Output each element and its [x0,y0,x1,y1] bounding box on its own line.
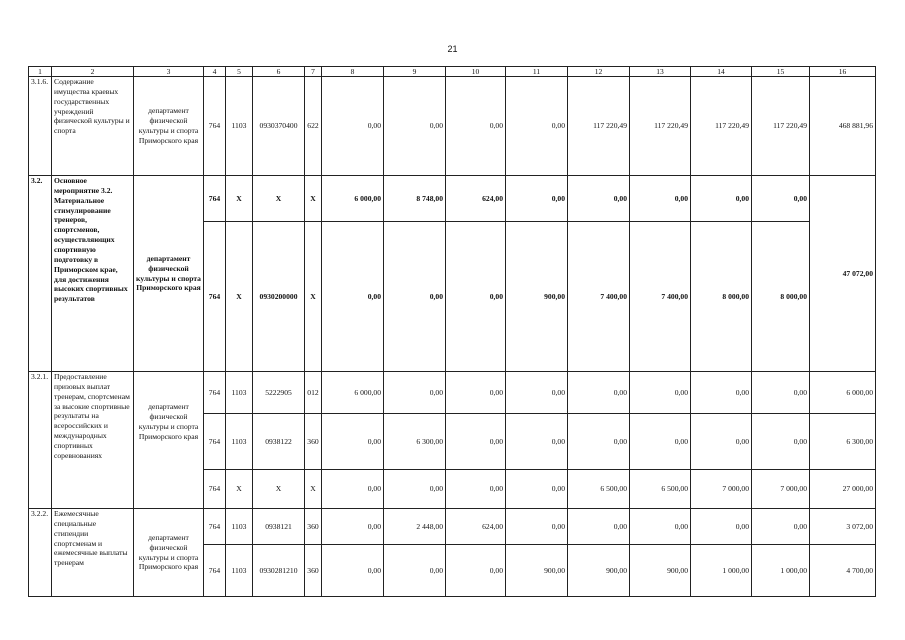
cell: 0,00 [384,372,446,414]
col-header: 4 [204,67,226,77]
cell: 0,00 [752,372,810,414]
col-header: 12 [568,67,630,77]
cell: 0930370400 [253,77,305,176]
cell: 0,00 [322,509,384,545]
row-name: Содержание имущества краевых государственных учреждений физической культуры и спорта [52,77,134,176]
cell: 0,00 [568,509,630,545]
col-header: 16 [810,67,876,77]
cell: X [226,222,253,372]
row-name: Ежемесячные специальные стипендии спортсменам и ежемесячные выплаты тренерам [52,509,134,597]
cell: 0,00 [384,77,446,176]
col-header: 2 [52,67,134,77]
cell: 900,00 [506,222,568,372]
cell: 6 000,00 [810,372,876,414]
cell: 0,00 [752,176,810,222]
row-name: Основное мероприятие 3.2. Материальное стимулирование тренеров, спортсменов, осуществляющих спортивную подготовку в Приморском крае, для достижения высоких спортивных результатов [52,176,134,372]
cell: 1 000,00 [752,545,810,597]
cell: 7 000,00 [752,470,810,509]
cell: 0,00 [506,414,568,470]
cell: 0,00 [691,414,752,470]
cell: 117 220,49 [691,77,752,176]
budget-table [28,66,876,597]
cell: 0,00 [506,470,568,509]
cell: 0,00 [752,414,810,470]
cell: 1103 [226,77,253,176]
cell: 360 [305,414,322,470]
cell: X [226,470,253,509]
cell: 0938121 [253,509,305,545]
cell: 0,00 [506,176,568,222]
cell: 0,00 [630,372,691,414]
cell: 360 [305,509,322,545]
cell: 0,00 [752,509,810,545]
col-header: 3 [134,67,204,77]
cell: 0,00 [322,414,384,470]
cell: 900,00 [630,545,691,597]
cell: 6 300,00 [810,414,876,470]
col-header: 8 [322,67,384,77]
cell: 360 [305,545,322,597]
table-row [29,372,876,414]
page-number: 21 [447,44,458,54]
cell: X [253,176,305,222]
row-department: департамент физической культуры и спорта Приморского края [134,372,204,509]
cell: 0,00 [691,509,752,545]
row-number: 3.1.6. [29,77,52,176]
row-department: департамент физической культуры и спорта Приморского края [134,509,204,597]
cell: 0,00 [568,176,630,222]
row-number: 3.2. [29,176,52,372]
cell: 0,00 [446,545,506,597]
cell: 012 [305,372,322,414]
cell: 0930281210 [253,545,305,597]
cell: 764 [204,414,226,470]
cell: 0,00 [446,222,506,372]
cell: X [305,176,322,222]
cell: 27 000,00 [810,470,876,509]
cell: 117 220,49 [630,77,691,176]
cell: 8 000,00 [752,222,810,372]
cell: 0,00 [568,372,630,414]
cell: 900,00 [506,545,568,597]
row-department: департамент физической культуры и спорта Приморского края [134,77,204,176]
cell: 0938122 [253,414,305,470]
cell: 7 000,00 [691,470,752,509]
table-row [29,176,876,222]
cell: 0,00 [322,470,384,509]
column-numbers-row [29,67,876,77]
cell: 764 [204,509,226,545]
table-row [29,509,876,545]
cell: 0,00 [446,414,506,470]
cell: 764 [204,545,226,597]
cell: 6 000,00 [322,372,384,414]
cell: 0,00 [506,77,568,176]
col-header: 11 [506,67,568,77]
cell: 0,00 [446,77,506,176]
cell: 0930200000 [253,222,305,372]
total-cell: 47 072,00 [810,176,876,372]
cell: 624,00 [446,509,506,545]
cell: 0,00 [691,372,752,414]
col-header: 10 [446,67,506,77]
cell: 4 700,00 [810,545,876,597]
cell: 6 500,00 [568,470,630,509]
cell: 764 [204,222,226,372]
cell: 6 300,00 [384,414,446,470]
col-header: 1 [29,67,52,77]
cell: 622 [305,77,322,176]
table-row [29,77,876,176]
cell: 764 [204,470,226,509]
cell: 1103 [226,372,253,414]
cell: 8 000,00 [691,222,752,372]
cell: 3 072,00 [810,509,876,545]
cell: X [305,222,322,372]
cell: 900,00 [568,545,630,597]
cell: 2 448,00 [384,509,446,545]
cell: 0,00 [322,222,384,372]
cell: 0,00 [322,77,384,176]
cell: 1103 [226,509,253,545]
cell: 1103 [226,545,253,597]
col-header: 7 [305,67,322,77]
cell: 0,00 [322,545,384,597]
col-header: 5 [226,67,253,77]
cell: X [253,470,305,509]
cell: 0,00 [630,414,691,470]
col-header: 6 [253,67,305,77]
cell: 117 220,49 [568,77,630,176]
col-header: 9 [384,67,446,77]
cell: 0,00 [446,372,506,414]
cell: 0,00 [384,470,446,509]
cell: 1 000,00 [691,545,752,597]
cell: 764 [204,176,226,222]
row-number: 3.2.1. [29,372,52,509]
col-header: 14 [691,67,752,77]
cell: 7 400,00 [568,222,630,372]
cell: 0,00 [630,176,691,222]
row-number: 3.2.2. [29,509,52,597]
cell: 117 220,49 [752,77,810,176]
cell: 468 881,96 [810,77,876,176]
cell: 0,00 [384,222,446,372]
cell: 0,00 [691,176,752,222]
cell: 5222905 [253,372,305,414]
cell: X [226,176,253,222]
col-header: 13 [630,67,691,77]
cell: 0,00 [384,545,446,597]
cell: 6 000,00 [322,176,384,222]
cell: 764 [204,372,226,414]
cell: 0,00 [630,509,691,545]
cell: 7 400,00 [630,222,691,372]
cell: X [305,470,322,509]
cell: 6 500,00 [630,470,691,509]
row-department: департамент физической культуры и спорта Приморского края [134,176,204,372]
cell: 8 748,00 [384,176,446,222]
col-header: 15 [752,67,810,77]
cell: 764 [204,77,226,176]
cell: 0,00 [568,414,630,470]
cell: 1103 [226,414,253,470]
cell: 0,00 [446,470,506,509]
cell: 0,00 [506,509,568,545]
cell: 0,00 [506,372,568,414]
cell: 624,00 [446,176,506,222]
row-name: Предоставление призовых выплат тренерам, спортсменам за высокие спортивные результаты на всероссийских и международных спортивных соревнованиях [52,372,134,509]
